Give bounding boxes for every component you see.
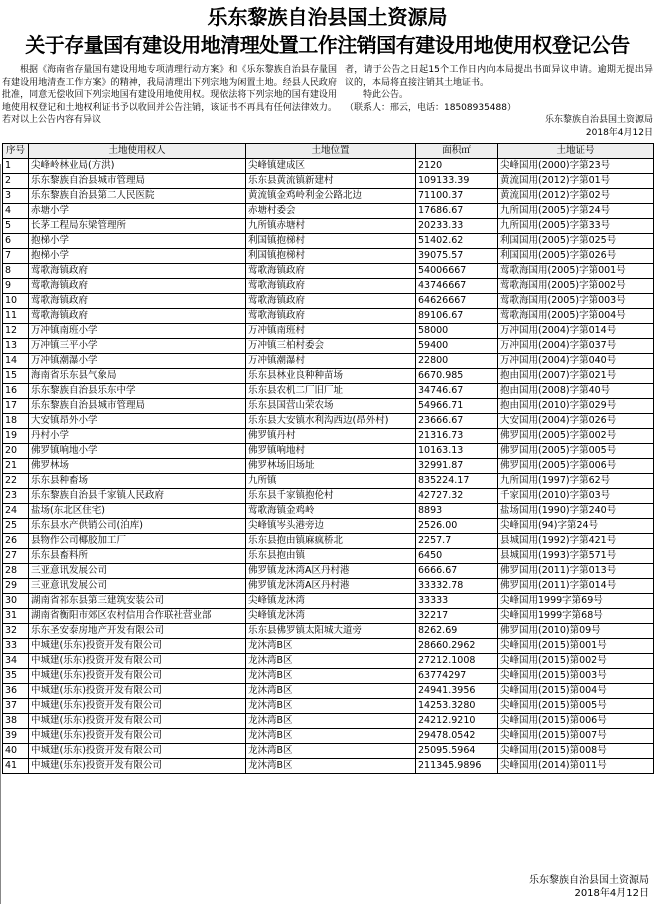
cell-index: 7	[3, 249, 29, 264]
table-row	[3, 294, 654, 309]
intro-left-text: 根据《海南省存量国有建设用地专项清理行动方案》和《乐东黎族自治县存量国有建设用地清查工作方案》的精神，我局清理出下列宗地为闲置土地。经县人民政府批准，同意无偿收回下列宗地国有建设用地使用权。现依法将下列宗地的国有建设用地使用权登记和土地权利证书予以收回并公告注销，该证书不再具有任何法律效力。若对以上公告内容有异议	[2, 65, 337, 125]
table-row	[3, 354, 654, 369]
cell-cert: 尖峰国用(94)字第24号	[498, 519, 654, 534]
table-row	[3, 204, 654, 219]
cell-location: 龙沐湾B区	[246, 744, 416, 759]
cell-holder: 莺歌海镇政府	[29, 279, 246, 294]
cell-location: 龙沐湾B区	[246, 729, 416, 744]
table-row	[3, 714, 654, 729]
cell-index: 20	[3, 444, 29, 459]
table-row	[3, 414, 654, 429]
cell-location: 利国镇抱梯村	[246, 234, 416, 249]
cell-location: 佛罗镇龙沐湾A区丹村港	[246, 564, 416, 579]
notice-page	[0, 4, 655, 908]
cell-index: 29	[3, 579, 29, 594]
cell-cert: 尖峰国用(2015)第002号	[498, 654, 654, 669]
table-row	[3, 744, 654, 759]
table-row	[3, 519, 654, 534]
cell-holder: 乐东黎族自治县第二人民医院	[29, 189, 246, 204]
notice-title: 关于存量国有建设用地清理处置工作注销国有建设用地使用权登记公告	[25, 33, 630, 57]
cell-area: 22800	[416, 354, 498, 369]
cell-holder: 莺歌海镇政府	[29, 294, 246, 309]
cell-holder: 乐东圣安泰房地产开发有限公司	[29, 624, 246, 639]
cell-location: 万冲镇三柏村委会	[246, 339, 416, 354]
cell-location: 九所镇	[246, 474, 416, 489]
left-margin-rule	[0, 164, 1, 904]
cell-area: 8893	[416, 504, 498, 519]
cell-cert: 佛罗国用(2010)第09号	[498, 624, 654, 639]
table-row	[3, 699, 654, 714]
cell-cert: 佛罗国用(2005)字第002号	[498, 429, 654, 444]
cell-holder: 乐东县种畜场	[29, 474, 246, 489]
cell-location: 尖峰镇建成区	[246, 159, 416, 174]
cell-area: 21316.73	[416, 429, 498, 444]
cell-location: 莺歌海镇金鸡岭	[246, 504, 416, 519]
cell-cert: 尖峰国用1999字第69号	[498, 594, 654, 609]
cell-holder: 丹村小学	[29, 429, 246, 444]
table-row	[3, 249, 654, 264]
cell-location: 龙沐湾B区	[246, 639, 416, 654]
cell-index: 25	[3, 519, 29, 534]
cell-holder: 中城建(乐东)投资开发有限公司	[29, 744, 246, 759]
cell-location: 龙沐湾B区	[246, 714, 416, 729]
table-row	[3, 564, 654, 579]
cell-area: 33332.78	[416, 579, 498, 594]
cell-index: 24	[3, 504, 29, 519]
cell-index: 3	[3, 189, 29, 204]
cell-cert: 黄流国用(2012)字第02号	[498, 189, 654, 204]
table-row	[3, 459, 654, 474]
cell-area: 24941.3956	[416, 684, 498, 699]
cell-location: 万冲镇南班村	[246, 324, 416, 339]
cell-area: 17686.67	[416, 204, 498, 219]
cell-location: 莺歌海镇政府	[246, 279, 416, 294]
cell-area: 32991.87	[416, 459, 498, 474]
cell-cert: 佛罗国用(2011)字第013号	[498, 564, 654, 579]
cell-index: 8	[3, 264, 29, 279]
cell-cert: 莺歌海国用(2005)字第003号	[498, 294, 654, 309]
cell-holder: 乐东黎族自治县乐东中学	[29, 384, 246, 399]
cell-holder: 乐东黎族自治县千家镇人民政府	[29, 489, 246, 504]
cell-area: 33333	[416, 594, 498, 609]
cell-location: 万冲镇潮瀑村	[246, 354, 416, 369]
cell-cert: 九所国用(1997)字第62号	[498, 474, 654, 489]
cell-location: 乐东县佛罗镇太阳城大道旁	[246, 624, 416, 639]
header-area: 面积㎡	[416, 144, 498, 159]
cell-location: 乐东县黄流镇新建村	[246, 174, 416, 189]
cell-index: 30	[3, 594, 29, 609]
intro-closing: 特此公告。	[363, 90, 409, 100]
table-row	[3, 264, 654, 279]
cell-area: 29478.0542	[416, 729, 498, 744]
table-row	[3, 474, 654, 489]
cell-index: 26	[3, 534, 29, 549]
intro-right-text: 者，请于公告之日起15个工作日内向本局提出书面异议申请。逾期无提出异议的，本局将直接注销其土地证书。	[345, 65, 653, 88]
cell-location: 佛罗林场旧场址	[246, 459, 416, 474]
cell-area: 23666.67	[416, 414, 498, 429]
cell-cert: 抱由国用(2007)字第021号	[498, 369, 654, 384]
table-row	[3, 759, 654, 774]
cell-holder: 中城建(乐东)投资开发有限公司	[29, 729, 246, 744]
cell-area: 6666.67	[416, 564, 498, 579]
cell-cert: 利国国用(2005)字第026号	[498, 249, 654, 264]
cell-cert: 万冲国用(2004)字第014号	[498, 324, 654, 339]
table-row	[3, 654, 654, 669]
cell-cert: 尖峰国用(2015)第003号	[498, 669, 654, 684]
cell-location: 利国镇抱梯村	[246, 249, 416, 264]
intro-section	[2, 64, 653, 139]
cell-location: 赤塘村委会	[246, 204, 416, 219]
table-row	[3, 609, 654, 624]
intro-right-column	[345, 64, 653, 139]
cell-index: 21	[3, 459, 29, 474]
cell-cert: 佛罗国用(2011)字第014号	[498, 579, 654, 594]
cell-index: 11	[3, 309, 29, 324]
cell-location: 佛罗镇丹村	[246, 429, 416, 444]
table-row	[3, 504, 654, 519]
cell-index: 9	[3, 279, 29, 294]
cell-index: 38	[3, 714, 29, 729]
cell-cert: 尖峰国用(2015)第006号	[498, 714, 654, 729]
footer-signature: 乐东黎族自治县国土资源局	[529, 875, 649, 886]
table-row	[3, 234, 654, 249]
cell-holder: 三亚意讯发展公司	[29, 564, 246, 579]
table-row	[3, 219, 654, 234]
cell-area: 10163.13	[416, 444, 498, 459]
header-holder: 土地使用权人	[29, 144, 246, 159]
footer-date: 2018年4月12日	[574, 888, 649, 899]
cell-index: 32	[3, 624, 29, 639]
table-row	[3, 729, 654, 744]
cell-cert: 黄流国用(2012)字第01号	[498, 174, 654, 189]
cell-cert: 佛罗国用(2005)字第006号	[498, 459, 654, 474]
cell-location: 莺歌海镇政府	[246, 264, 416, 279]
cell-location: 乐东县千家镇抱伦村	[246, 489, 416, 504]
cell-area: 2526.00	[416, 519, 498, 534]
cell-index: 34	[3, 654, 29, 669]
cell-index: 18	[3, 414, 29, 429]
cell-holder: 大安镇昂外小学	[29, 414, 246, 429]
cell-holder: 县物作公司椰胶加工厂	[29, 534, 246, 549]
table-row	[3, 429, 654, 444]
cell-holder: 湖南省衡阳市郊区农村信用合作联社营业部	[29, 609, 246, 624]
cell-index: 33	[3, 639, 29, 654]
cell-cert: 利国国用(2005)字第025号	[498, 234, 654, 249]
cell-cert: 佛罗国用(2005)字第005号	[498, 444, 654, 459]
cell-cert: 尖峰国用(2015)第001号	[498, 639, 654, 654]
cell-index: 12	[3, 324, 29, 339]
cell-cert: 莺歌海国用(2005)字第002号	[498, 279, 654, 294]
cell-location: 莺歌海镇政府	[246, 309, 416, 324]
cell-cert: 县城国用(1992)字第421号	[498, 534, 654, 549]
table-row	[3, 684, 654, 699]
cell-index: 22	[3, 474, 29, 489]
intro-date: 2018年4月12日	[585, 127, 653, 138]
cell-holder: 湖南省祁东县第三建筑安装公司	[29, 594, 246, 609]
cell-area: 6450	[416, 549, 498, 564]
cell-location: 尖峰镇岑头港旁边	[246, 519, 416, 534]
intro-signature: 乐东黎族自治县国土资源局	[544, 115, 653, 125]
cell-cert: 盐场国用(1990)字第240号	[498, 504, 654, 519]
cell-index: 13	[3, 339, 29, 354]
cell-index: 41	[3, 759, 29, 774]
cell-area: 32217	[416, 609, 498, 624]
cell-area: 59400	[416, 339, 498, 354]
table-row	[3, 399, 654, 414]
cell-cert: 尖峰国用(2015)第007号	[498, 729, 654, 744]
table-row	[3, 369, 654, 384]
cell-index: 40	[3, 744, 29, 759]
cell-holder: 乐东黎族自治县城市管理局	[29, 174, 246, 189]
cell-location: 龙沐湾B区	[246, 699, 416, 714]
cell-holder: 乐东县水产供销公司(泊库)	[29, 519, 246, 534]
table-row	[3, 339, 654, 354]
table-row	[3, 624, 654, 639]
cell-holder: 中城建(乐东)投资开发有限公司	[29, 654, 246, 669]
table-row	[3, 279, 654, 294]
cell-holder: 中城建(乐东)投资开发有限公司	[29, 714, 246, 729]
cell-index: 19	[3, 429, 29, 444]
cell-holder: 莺歌海镇政府	[29, 264, 246, 279]
cell-cert: 抱由国用(2008)字第40号	[498, 384, 654, 399]
cell-location: 乐东县农机二厂旧厂址	[246, 384, 416, 399]
cell-holder: 佛罗镇响地小学	[29, 444, 246, 459]
cell-cert: 尖峰国用(2000)字第23号	[498, 159, 654, 174]
cell-area: 43746667	[416, 279, 498, 294]
cell-holder: 中城建(乐东)投资开发有限公司	[29, 639, 246, 654]
cell-index: 14	[3, 354, 29, 369]
cell-location: 尖峰镇龙沐湾	[246, 594, 416, 609]
cell-area: 24212.9210	[416, 714, 498, 729]
cell-area: 64626667	[416, 294, 498, 309]
cell-location: 乐东县林业良种种苗场	[246, 369, 416, 384]
cell-area: 28660.2962	[416, 639, 498, 654]
cell-cert: 万冲国用(2004)字第037号	[498, 339, 654, 354]
cell-area: 54966.71	[416, 399, 498, 414]
cell-location: 乐东县国营山荣农场	[246, 399, 416, 414]
table-row	[3, 309, 654, 324]
cell-holder: 尖峰岭林业局(方洪)	[29, 159, 246, 174]
cell-holder: 抱梯小学	[29, 249, 246, 264]
cell-holder: 盐场(东北区住宅)	[29, 504, 246, 519]
cell-holder: 乐东黎族自治县城市管理局	[29, 399, 246, 414]
cell-cert: 九所国用(2005)字第24号	[498, 204, 654, 219]
cell-area: 27212.1008	[416, 654, 498, 669]
cell-area: 39075.57	[416, 249, 498, 264]
cell-index: 28	[3, 564, 29, 579]
cell-area: 42727.32	[416, 489, 498, 504]
table-row	[3, 159, 654, 174]
cell-area: 8262.69	[416, 624, 498, 639]
cell-location: 乐东县抱由镇	[246, 549, 416, 564]
cell-area: 34746.67	[416, 384, 498, 399]
cell-holder: 莺歌海镇政府	[29, 309, 246, 324]
table-row	[3, 639, 654, 654]
cell-location: 龙沐湾B区	[246, 759, 416, 774]
cell-index: 36	[3, 684, 29, 699]
cell-index: 37	[3, 699, 29, 714]
cell-location: 龙沐湾B区	[246, 654, 416, 669]
cell-index: 17	[3, 399, 29, 414]
table-row	[3, 444, 654, 459]
cell-area: 211345.9896	[416, 759, 498, 774]
cell-area: 54006667	[416, 264, 498, 279]
issuer-title: 乐东黎族自治县国土资源局	[207, 5, 448, 29]
cell-area: 25095.5964	[416, 744, 498, 759]
cell-cert: 莺歌海国用(2005)字第001号	[498, 264, 654, 279]
cell-cert: 万冲国用(2004)字第040号	[498, 354, 654, 369]
cell-holder: 佛罗林场	[29, 459, 246, 474]
cell-location: 尖峰镇龙沐湾	[246, 609, 416, 624]
cell-holder: 乐东县畜料所	[29, 549, 246, 564]
cell-holder: 中城建(乐东)投资开发有限公司	[29, 669, 246, 684]
table-row	[3, 534, 654, 549]
cell-holder: 长茅工程局东梁管理所	[29, 219, 246, 234]
cell-area: 109133.39	[416, 174, 498, 189]
cell-cert: 千家国用(2010)字第03号	[498, 489, 654, 504]
cell-index: 5	[3, 219, 29, 234]
table-row	[3, 324, 654, 339]
cell-index: 27	[3, 549, 29, 564]
cell-cert: 抱由国用(2010)字第029号	[498, 399, 654, 414]
land-table	[2, 143, 654, 774]
intro-contact: （联系人：邢云，电话：18508935488）	[345, 102, 516, 113]
cell-cert: 莺歌海国用(2005)字第004号	[498, 309, 654, 324]
cell-area: 51402.62	[416, 234, 498, 249]
cell-index: 39	[3, 729, 29, 744]
cell-holder: 中城建(乐东)投资开发有限公司	[29, 684, 246, 699]
table-row	[3, 384, 654, 399]
header-cert: 土地证号	[498, 144, 654, 159]
cell-location: 九所镇赤塘村	[246, 219, 416, 234]
cell-location: 龙沐湾B区	[246, 669, 416, 684]
table-row	[3, 579, 654, 594]
cell-holder: 三亚意讯发展公司	[29, 579, 246, 594]
cell-location: 佛罗镇龙沐湾A区丹村港	[246, 579, 416, 594]
table-body	[3, 159, 654, 774]
cell-location: 龙沐湾B区	[246, 684, 416, 699]
header-index: 序号	[3, 144, 29, 159]
cell-area: 71100.37	[416, 189, 498, 204]
cell-location: 黄流镇金鸡岭利金公路北边	[246, 189, 416, 204]
cell-holder: 万冲镇南班小学	[29, 324, 246, 339]
cell-index: 10	[3, 294, 29, 309]
cell-area: 63774297	[416, 669, 498, 684]
cell-holder: 赤塘小学	[29, 204, 246, 219]
cell-area: 89106.67	[416, 309, 498, 324]
cell-index: 2	[3, 174, 29, 189]
cell-cert: 尖峰国用1999字第68号	[498, 609, 654, 624]
cell-cert: 尖峰国用(2014)第011号	[498, 759, 654, 774]
table-header-row	[3, 144, 654, 159]
cell-index: 35	[3, 669, 29, 684]
cell-location: 乐东县大安镇水利沟西边(昂外村)	[246, 414, 416, 429]
cell-holder: 抱梯小学	[29, 234, 246, 249]
cell-holder: 中城建(乐东)投资开发有限公司	[29, 759, 246, 774]
cell-index: 1	[3, 159, 29, 174]
cell-area: 58000	[416, 324, 498, 339]
table-row	[3, 669, 654, 684]
cell-area: 2120	[416, 159, 498, 174]
cell-area: 2257.7	[416, 534, 498, 549]
header-location: 土地位置	[246, 144, 416, 159]
table-row	[3, 594, 654, 609]
table-row	[3, 489, 654, 504]
cell-holder: 中城建(乐东)投资开发有限公司	[29, 699, 246, 714]
cell-index: 6	[3, 234, 29, 249]
cell-area: 835224.17	[416, 474, 498, 489]
cell-cert: 九所国用(2005)字第33号	[498, 219, 654, 234]
cell-holder: 万冲镇潮瀑小学	[29, 354, 246, 369]
cell-cert: 尖峰国用(2015)第004号	[498, 684, 654, 699]
cell-holder: 海南省乐东县气象局	[29, 369, 246, 384]
cell-cert: 大安国用(2004)字第026号	[498, 414, 654, 429]
table-row	[3, 174, 654, 189]
cell-location: 佛罗镇响地村	[246, 444, 416, 459]
cell-cert: 尖峰国用(2015)第008号	[498, 744, 654, 759]
table-row	[3, 549, 654, 564]
cell-index: 31	[3, 609, 29, 624]
footer	[529, 874, 649, 900]
cell-area: 6670.985	[416, 369, 498, 384]
cell-area: 14253.3280	[416, 699, 498, 714]
cell-index: 4	[3, 204, 29, 219]
cell-index: 16	[3, 384, 29, 399]
cell-area: 20233.33	[416, 219, 498, 234]
cell-location: 莺歌海镇政府	[246, 294, 416, 309]
table-row	[3, 189, 654, 204]
cell-location: 乐东县抱由镇麻疯桥北	[246, 534, 416, 549]
cell-index: 23	[3, 489, 29, 504]
cell-cert: 尖峰国用(2015)第005号	[498, 699, 654, 714]
cell-index: 15	[3, 369, 29, 384]
cell-cert: 县城国用(1993)字第571号	[498, 549, 654, 564]
cell-holder: 万冲镇三平小学	[29, 339, 246, 354]
